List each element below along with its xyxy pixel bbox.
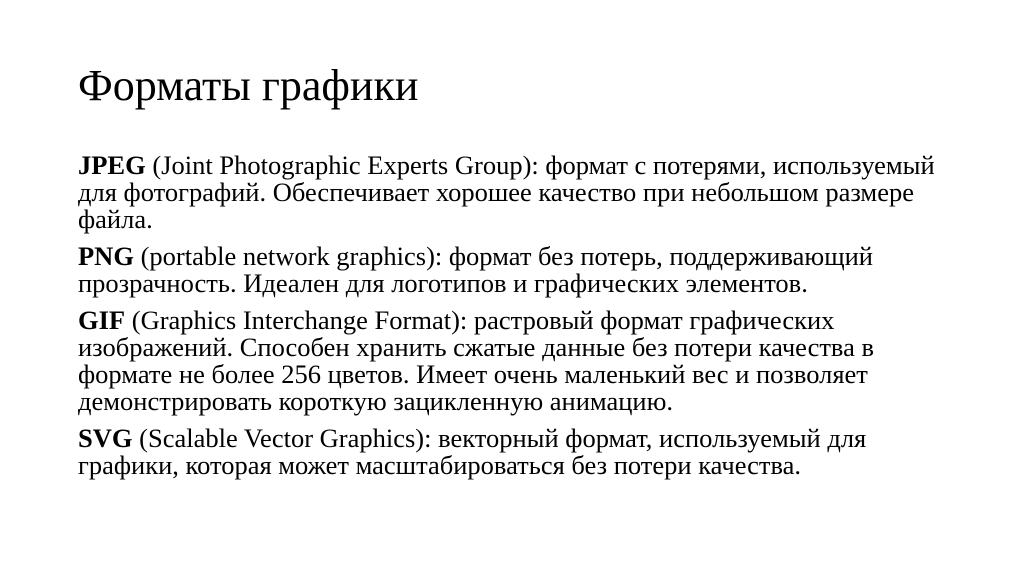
format-description: (Scalable Vector Graphics): векторный формат, используемый для графики, которая может масштабироваться без потери качества. [78, 423, 867, 480]
format-term: PNG [78, 241, 134, 271]
format-term: GIF [78, 305, 126, 335]
format-item-jpeg [78, 152, 958, 233]
format-description: (Joint Photographic Experts Group): формат с потерями, используемый для фотографий. Обеспечивает хорошее качество при небольшом размере файла. [78, 150, 935, 234]
format-term: JPEG [78, 150, 146, 180]
format-item-png [78, 243, 958, 297]
format-item-gif [78, 307, 958, 415]
format-description: (Graphics Interchange Format): растровый формат графических изображений. Способен хранить сжатые данные без потери качества в формате не более 256 цветов. Имеет очень маленький вес и позволяет демонстрировать короткую зацикленную анимацию. [78, 305, 874, 416]
format-item-svg [78, 425, 958, 479]
format-term: SVG [78, 423, 133, 453]
format-description: (portable network graphics): формат без потерь, поддерживающий прозрачность. Идеален для логотипов и графических элементов. [78, 241, 873, 298]
slide-body [78, 152, 958, 489]
slide-title: Форматы графики [78, 61, 419, 110]
